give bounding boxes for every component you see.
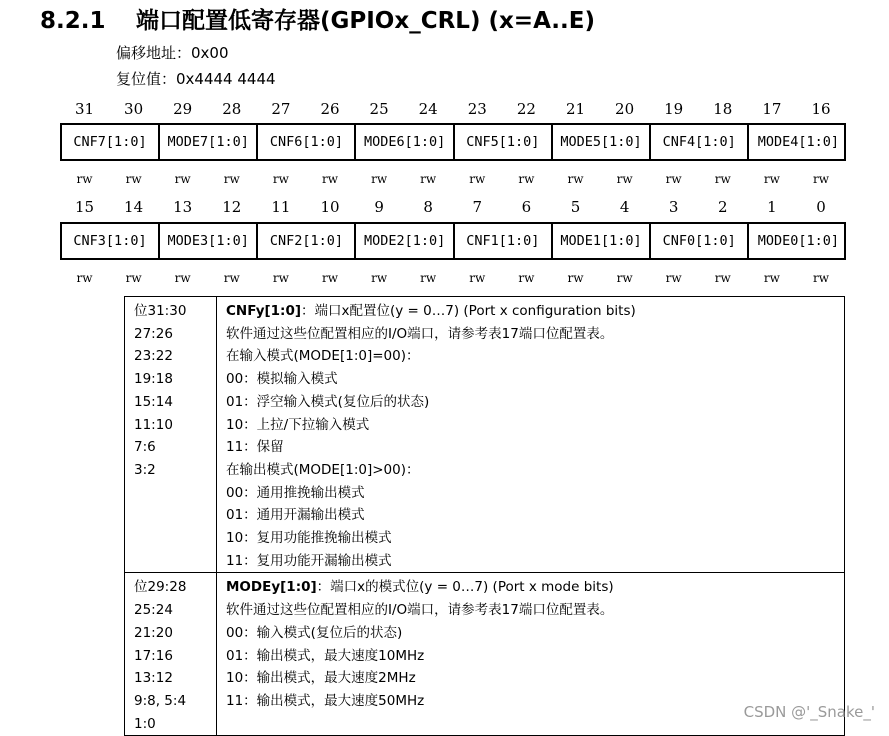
field-description-table	[124, 296, 845, 736]
bit-number: 6	[521, 198, 532, 216]
access-type: rw	[174, 271, 191, 285]
access-type: rw	[321, 271, 338, 285]
bit-range-list	[125, 573, 217, 735]
description-line: 00：通用推挽输出模式	[226, 484, 365, 501]
bit-range: 7:6	[134, 439, 156, 456]
bit-number: 23	[467, 100, 487, 118]
description-line: 00：模拟输入模式	[226, 371, 338, 388]
register-field: MODE4[1:0]	[757, 134, 840, 150]
register-field: MODE5[1:0]	[553, 125, 651, 159]
bit-range: 21:20	[134, 624, 173, 641]
description-line: 11：保留	[226, 439, 284, 456]
bit-number: 28	[222, 100, 242, 118]
register-field: CNF0[1:0]	[651, 224, 749, 258]
bit-number: 20	[615, 100, 635, 118]
field-summary: ：端口x配置位(y = 0…7) (Port x configuration bits)	[301, 303, 636, 319]
access-type: rw	[567, 271, 584, 285]
access-type: rw	[714, 172, 731, 186]
bit-number: 27	[271, 100, 291, 118]
description-line: 00：输入模式(复位后的状态)	[226, 624, 403, 641]
access-type: rw	[518, 271, 535, 285]
bit-number: 21	[565, 100, 586, 118]
bit-number: 18	[713, 100, 733, 118]
access-type: rw	[665, 172, 682, 186]
access-type: rw	[272, 271, 289, 285]
access-type: rw	[223, 172, 240, 186]
register-field: CNF2[1:0]	[258, 224, 356, 258]
bit-number: 11	[271, 198, 291, 216]
field-name: MODEy[1:0]	[226, 579, 317, 596]
access-type: rw	[76, 172, 93, 186]
register-field: MODE3[1:0]	[160, 224, 258, 258]
bit-number: 26	[320, 100, 340, 118]
access-type: rw	[371, 271, 388, 285]
bit-number: 7	[472, 198, 483, 216]
bit-number: 4	[619, 198, 630, 216]
bit-range: 1:0	[134, 715, 156, 732]
bit-number: 19	[664, 100, 684, 118]
section-number: 8.2.1	[40, 8, 106, 34]
field-summary: ：端口x的模式位(y = 0…7) (Port x mode bits)	[316, 579, 614, 596]
access-type: rw	[125, 271, 142, 285]
description-line: 01：输出模式，最大速度10MHz	[226, 647, 425, 664]
access-type: rw	[420, 172, 437, 186]
access-type: rw	[469, 172, 486, 186]
register-field: MODE2[1:0]	[357, 224, 455, 258]
register-field: MODE0[1:0]	[757, 233, 840, 249]
bit-number: 24	[418, 100, 438, 118]
bit-number: 1	[767, 198, 777, 216]
description-line: 11：输出模式，最大速度50MHz	[226, 692, 425, 709]
register-field: MODE6[1:0]	[357, 125, 455, 159]
access-type: rw	[567, 172, 584, 186]
bit-number: 13	[173, 198, 193, 216]
description-line: 01：浮空输入模式(复位后的状态)	[226, 393, 430, 410]
bit-number: 29	[173, 100, 193, 118]
access-type: rw	[76, 271, 93, 285]
access-type: rw	[665, 271, 682, 285]
description-line: 01：通用开漏输出模式	[226, 507, 365, 524]
register-fields-low	[60, 222, 846, 260]
description-line: 在输入模式(MODE[1:0]=00)：	[226, 348, 420, 365]
register-field: CNF4[1:0]	[651, 125, 749, 159]
register-field: MODE7[1:0]	[160, 125, 258, 159]
bit-number: 3	[668, 198, 679, 216]
access-type: rw	[420, 271, 437, 285]
description-line: 10：输出模式，最大速度2MHz	[226, 670, 416, 687]
field-name: CNFy[1:0]	[226, 303, 302, 319]
access-type: rw	[763, 271, 780, 285]
section-heading	[40, 2, 595, 35]
bit-range: 3:2	[134, 461, 156, 478]
access-type: rw	[371, 172, 388, 186]
bit-number: 31	[74, 100, 95, 118]
access-type: rw	[763, 172, 780, 186]
field-description	[217, 297, 844, 572]
bit-number: 8	[423, 198, 433, 216]
access-type: rw	[174, 172, 191, 186]
bit-number: 2	[718, 198, 728, 216]
register-fields-high	[60, 123, 846, 161]
offset-address: 偏移地址：0x00	[116, 44, 229, 62]
access-type: rw	[616, 172, 633, 186]
bit-number: 17	[762, 100, 782, 118]
description-line: 软件通过这些位配置相应的I/O端口，请参考表17端口位配置表。	[226, 325, 614, 342]
access-type: rw	[518, 172, 535, 186]
reset-value: 复位值：0x4444 4444	[116, 70, 276, 88]
bit-number: 9	[374, 198, 384, 216]
register-field: CNF3[1:0]	[62, 224, 160, 258]
register-field: CNF7[1:0]	[62, 125, 160, 159]
bit-number: 12	[222, 198, 242, 216]
description-row	[125, 572, 844, 735]
bit-range: 13:12	[134, 670, 173, 687]
register-field: CNF6[1:0]	[258, 125, 356, 159]
bit-number: 15	[74, 198, 95, 216]
description-line: 11：复用功能开漏输出模式	[226, 552, 392, 569]
watermark: CSDN @'_Snake_'	[743, 703, 875, 721]
bit-range: 9:8, 5:4	[134, 692, 187, 709]
access-type: rw	[714, 271, 731, 285]
access-type: rw	[321, 172, 338, 186]
field-heading	[226, 300, 844, 323]
bit-range: 11:10	[134, 416, 173, 433]
access-type: rw	[812, 172, 829, 186]
bit-range: 27:26	[134, 325, 173, 342]
bit-number: 30	[124, 100, 144, 118]
access-type: rw	[272, 172, 289, 186]
access-type: rw	[125, 172, 142, 186]
bit-range-list	[125, 297, 217, 572]
access-type: rw	[223, 271, 240, 285]
access-type: rw	[616, 271, 633, 285]
bit-number: 14	[124, 198, 144, 216]
bit-number: 0	[816, 198, 826, 216]
bit-numbers-high	[60, 100, 846, 120]
bit-range: 15:14	[134, 393, 173, 410]
bit-range: 19:18	[134, 371, 173, 388]
register-field: CNF5[1:0]	[455, 125, 553, 159]
bit-range: 位29:28	[134, 579, 187, 596]
bit-number: 10	[320, 198, 340, 216]
bit-numbers-low	[60, 198, 846, 218]
description-row	[125, 297, 844, 572]
description-line: 10：复用功能推挽输出模式	[226, 530, 392, 547]
register-field: MODE1[1:0]	[553, 224, 651, 258]
bit-range: 位31:30	[134, 303, 187, 319]
access-row-high	[60, 172, 846, 188]
access-type: rw	[469, 271, 486, 285]
description-line: 软件通过这些位配置相应的I/O端口，请参考表17端口位配置表。	[226, 602, 614, 619]
bit-range: 23:22	[134, 348, 173, 365]
access-type: rw	[812, 271, 829, 285]
bit-number: 5	[570, 198, 581, 216]
bit-number: 22	[516, 100, 536, 118]
description-line: 在输出模式(MODE[1:0]>00)：	[226, 461, 420, 478]
bit-number: 25	[369, 100, 389, 118]
field-heading	[226, 576, 844, 599]
bit-range: 25:24	[134, 602, 173, 619]
access-row-low	[60, 271, 846, 287]
bit-range: 17:16	[134, 647, 173, 664]
bit-number: 16	[811, 100, 831, 118]
register-field: CNF1[1:0]	[455, 224, 553, 258]
section-title: 端口配置低寄存器(GPIOx_CRL) (x=A..E)	[136, 8, 596, 34]
description-line: 10：上拉/下拉输入模式	[226, 416, 370, 433]
